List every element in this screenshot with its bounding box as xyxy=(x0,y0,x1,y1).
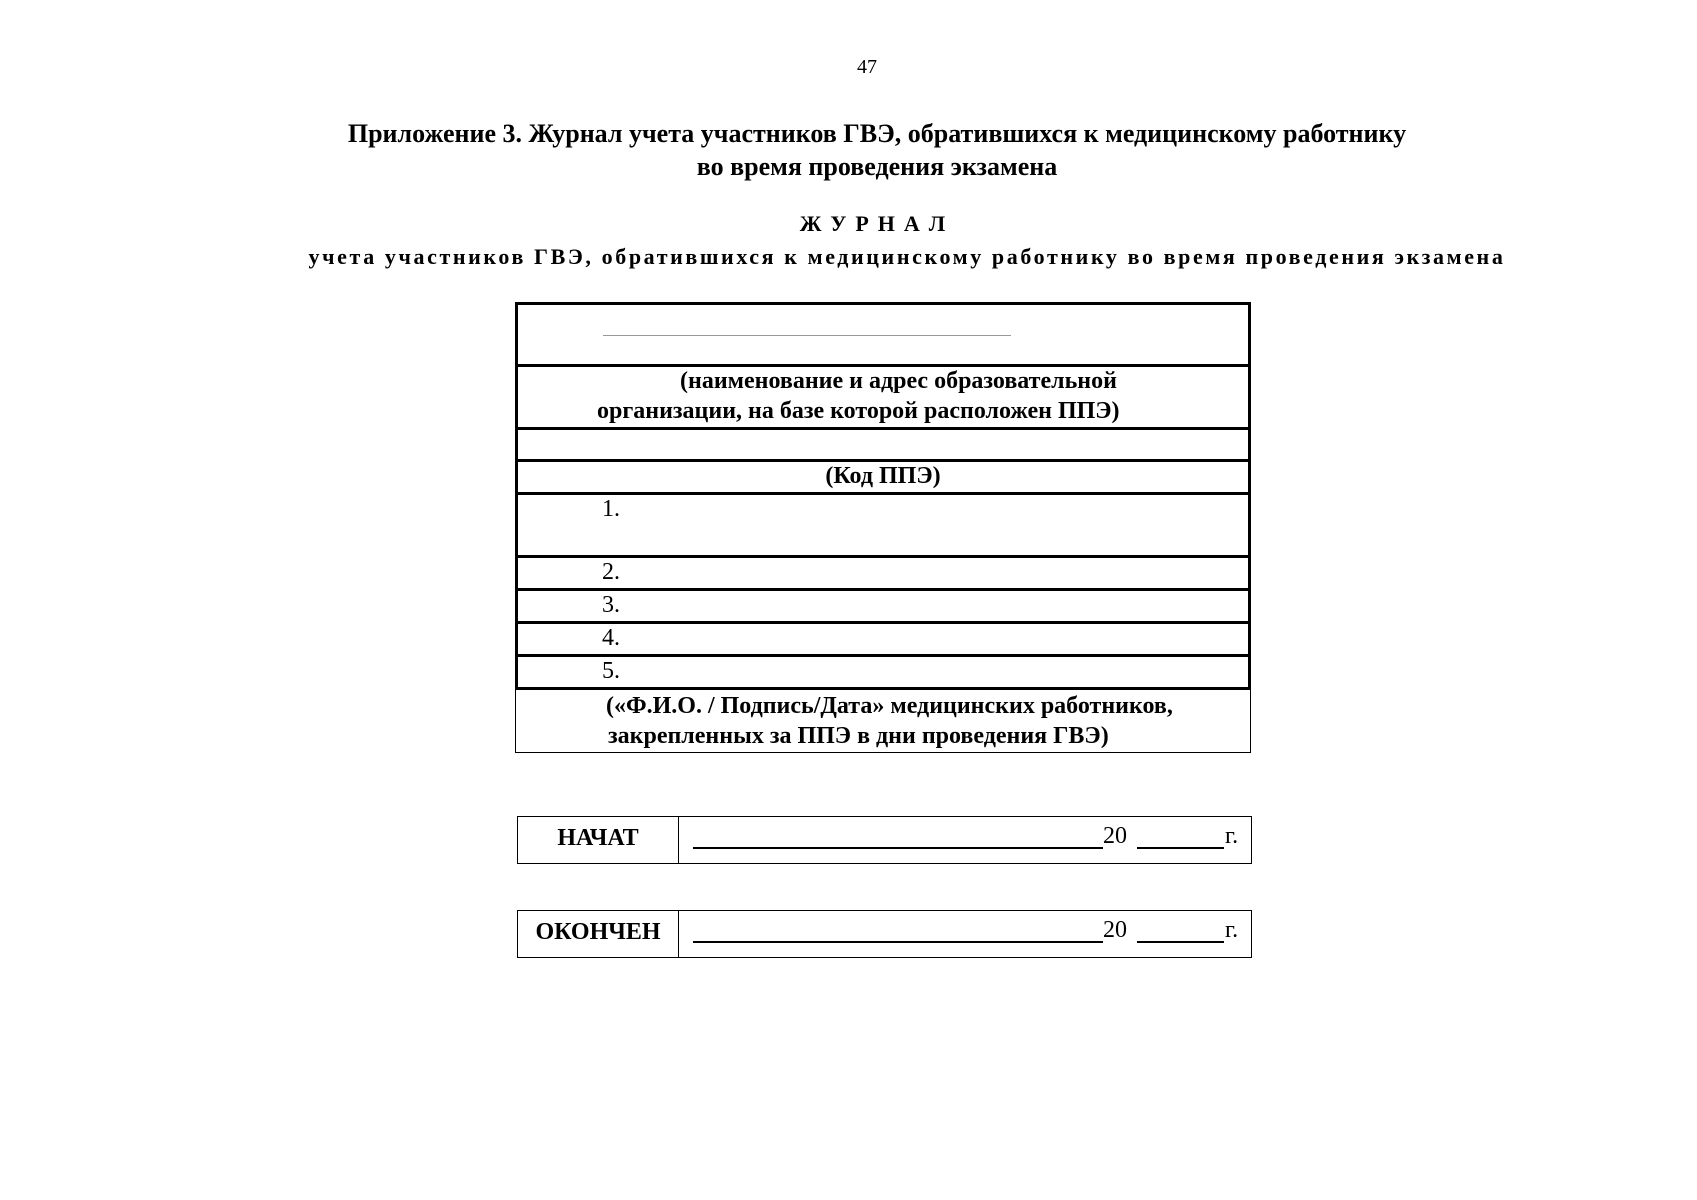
appendix-title-line-2: во время проведения экзамена xyxy=(696,152,1058,181)
journal-heading: ЖУРНАЛ xyxy=(799,211,955,236)
appendix-title xyxy=(0,117,1697,183)
ppe-code-field[interactable] xyxy=(515,430,1251,462)
medical-worker-number: 4. xyxy=(602,625,620,651)
started-year-prefix: 20 xyxy=(1103,823,1127,849)
started-year-blank[interactable] xyxy=(1137,847,1224,849)
finished-date-blank[interactable] xyxy=(693,941,1103,943)
workers-caption-row xyxy=(515,690,1251,753)
medical-worker-number: 2. xyxy=(602,559,620,585)
started-table xyxy=(517,816,1252,864)
appendix-title-line-1: Приложение 3. Журнал учета участников ГВЭ, обратившихся к медицинскому работнику xyxy=(347,119,1407,148)
org-name-underline xyxy=(603,335,1011,336)
journal-subheading: учета участников ГВЭ, обратившихся к медицинскому работнику во время проведения экзамена xyxy=(308,244,1506,269)
finished-date-field[interactable] xyxy=(679,911,1251,957)
ppe-code-caption: (Код ППЭ) xyxy=(825,463,941,489)
started-label: НАЧАТ xyxy=(518,817,679,863)
started-year-suffix: г. xyxy=(1225,823,1239,849)
finished-table xyxy=(517,910,1252,958)
org-caption-line-1: (наименование и адрес образовательной xyxy=(680,368,1117,394)
medical-worker-number: 5. xyxy=(602,658,620,684)
finished-year-suffix: г. xyxy=(1225,917,1239,943)
started-date-field[interactable] xyxy=(679,817,1251,863)
medical-worker-row[interactable] xyxy=(515,624,1251,657)
workers-caption-line-2: закрепленных за ППЭ в дни проведения ГВЭ) xyxy=(608,723,1109,749)
medical-worker-number: 3. xyxy=(602,592,620,618)
finished-label: ОКОНЧЕН xyxy=(518,911,679,957)
journal-form-table xyxy=(515,302,1251,753)
medical-worker-row[interactable] xyxy=(515,591,1251,624)
org-caption-row xyxy=(515,367,1251,430)
medical-worker-row[interactable] xyxy=(515,495,1251,558)
workers-caption-line-1: («Ф.И.О. / Подпись/Дата» медицинских работников, xyxy=(606,693,1173,719)
finished-year-blank[interactable] xyxy=(1137,941,1224,943)
finished-year-prefix: 20 xyxy=(1103,917,1127,943)
page-number: 47 xyxy=(857,56,877,78)
org-name-field[interactable] xyxy=(515,302,1251,367)
medical-worker-number: 1. xyxy=(602,496,620,522)
medical-worker-row[interactable] xyxy=(515,558,1251,591)
started-date-blank[interactable] xyxy=(693,847,1103,849)
ppe-code-caption-row xyxy=(515,462,1251,495)
medical-worker-row[interactable] xyxy=(515,657,1251,690)
org-caption-line-2: организации, на базе которой расположен ППЭ) xyxy=(597,398,1120,424)
